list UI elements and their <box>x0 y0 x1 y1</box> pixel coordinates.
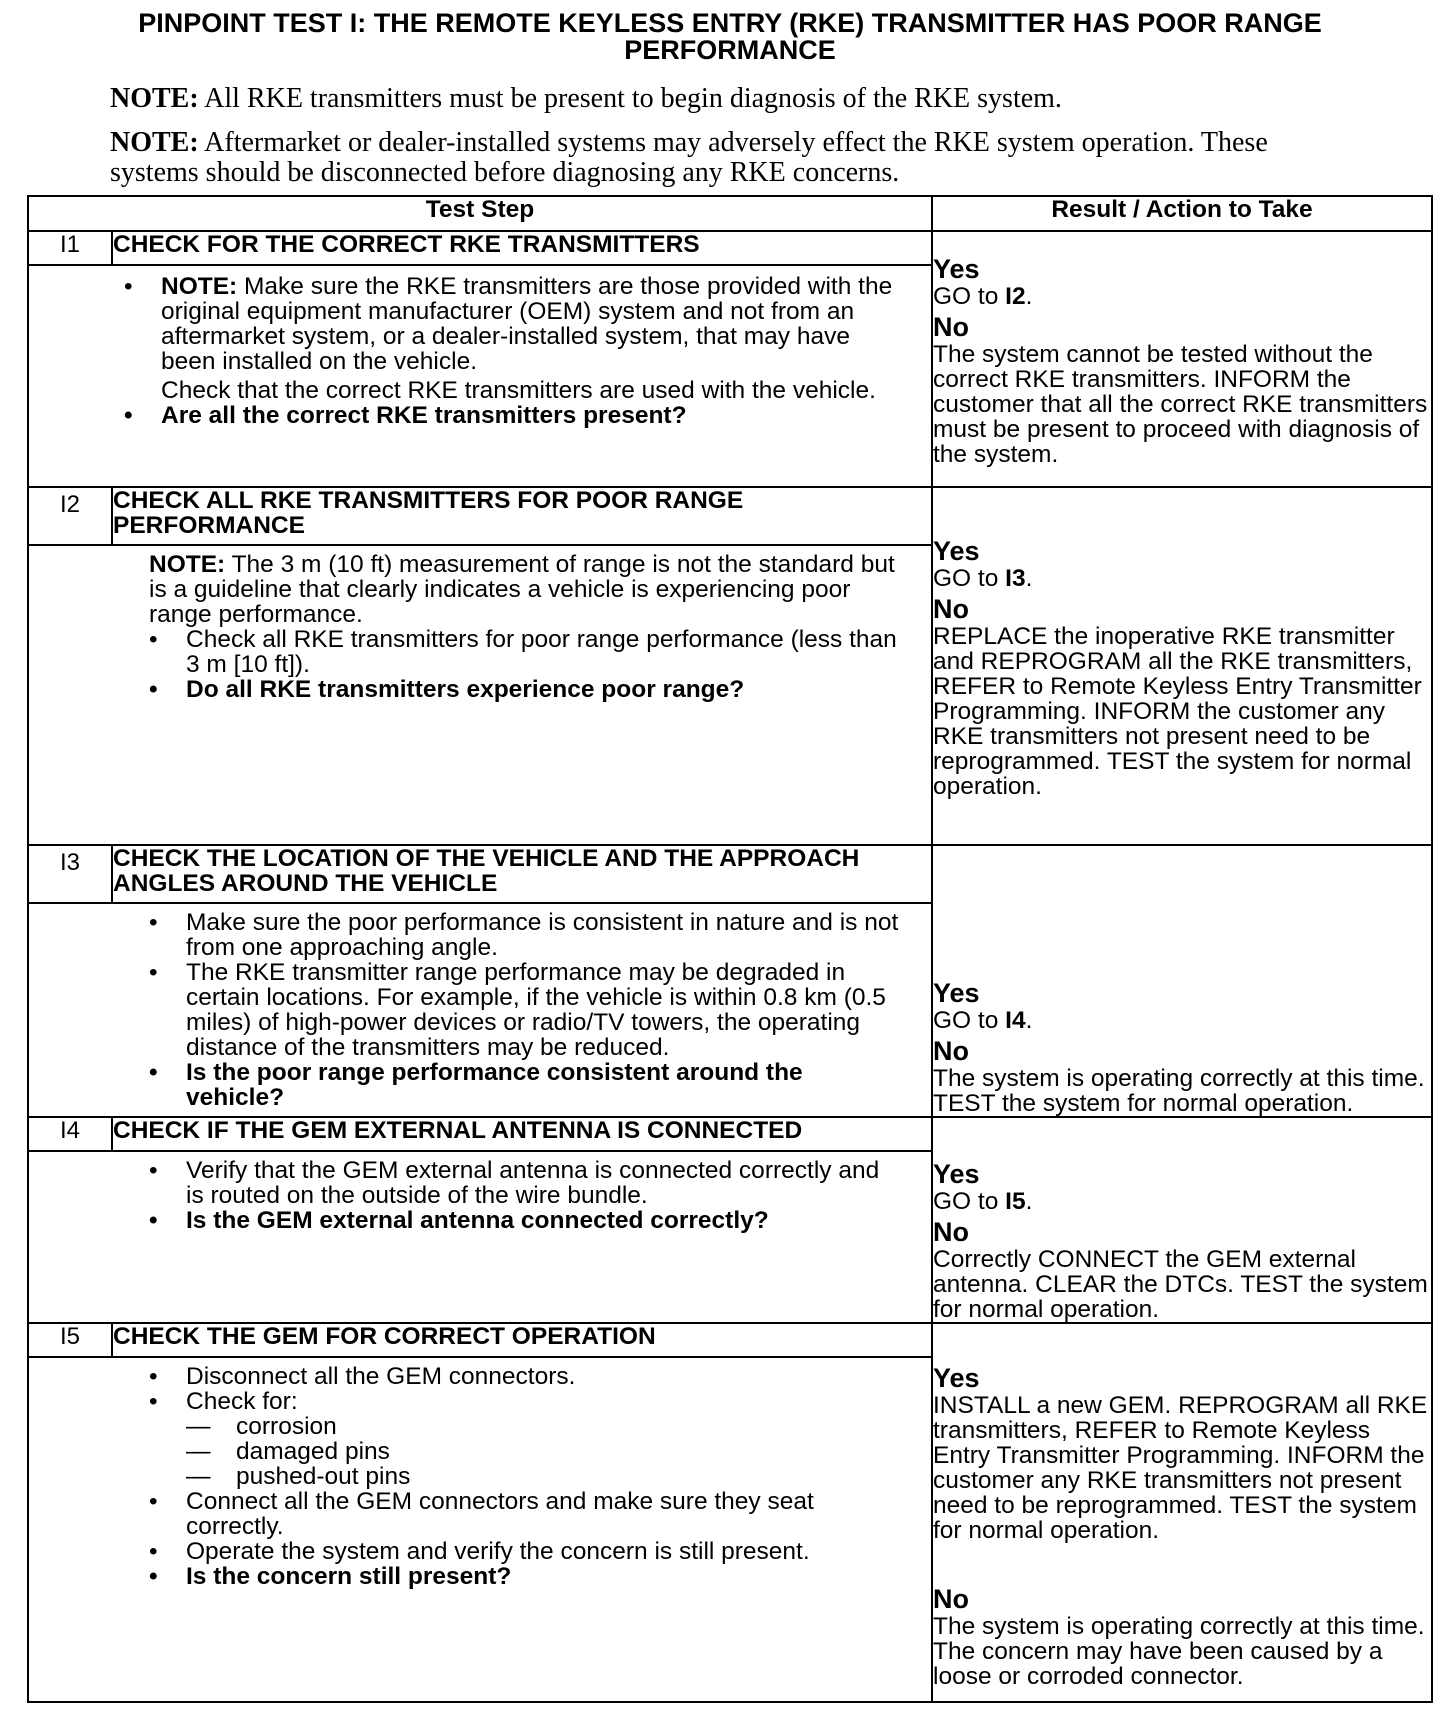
question: • Is the poor range performance consistent around the vehicle? <box>149 1060 901 1110</box>
list-item: • The RKE transmitter range performance may be degraded in certain locations. For example, if the vehicle is within 0.8 km (0.5 miles) of high-power devices or radio/TV towers, the operating distance of the transmitters may be reduced. <box>149 960 901 1060</box>
check-text: Check that the correct RKE transmitters are used with the vehicle. <box>161 377 876 404</box>
yes-action: GO to I2. <box>933 283 1033 310</box>
step-i2-body <box>28 545 932 845</box>
step-number: I4 <box>28 1117 112 1151</box>
question: • Is the concern still present? <box>149 1564 901 1589</box>
yes-label: Yes <box>933 536 980 566</box>
title-line-1: PINPOINT TEST I: THE REMOTE KEYLESS ENTRY (RKE) TRANSMITTER HAS POOR RANGE <box>138 8 1322 38</box>
yes-action: GO to I4. <box>933 1007 1033 1034</box>
yes-label: Yes <box>933 978 980 1008</box>
step-i3-title-row <box>28 845 1432 903</box>
no-action: The system cannot be tested without the correct RKE transmitters. INFORM the customer that all the correct RKE transmitters must be present to proceed with diagnosis of the system. <box>933 341 1428 468</box>
title-line-2: PERFORMANCE <box>624 35 836 65</box>
step-i5-title-row <box>28 1323 1432 1357</box>
step-i1-body <box>28 265 932 487</box>
yes-action: GO to I5. <box>933 1188 1033 1215</box>
step-title: CHECK IF THE GEM EXTERNAL ANTENNA IS CONNECTED <box>112 1117 932 1151</box>
sub-list-item: — corrosion <box>186 1414 901 1439</box>
no-action: The system is operating correctly at this time. The concern may have been caused by a loose or corroded connector. <box>933 1613 1425 1690</box>
header-result: Result / Action to Take <box>932 196 1432 231</box>
yes-action: INSTALL a new GEM. REPROGRAM all RKE transmitters, REFER to Remote Keyless Entry Transmitter Programming. INFORM the customer any RKE transmitters not present need to be reprogrammed. TEST the system for normal operation. <box>933 1392 1428 1544</box>
step-number: I2 <box>28 487 112 545</box>
step-note: NOTE: The 3 m (10 ft) measurement of range is not the standard but is a guideline that clearly indicates a vehicle is experiencing poor range performance. <box>149 551 895 628</box>
question: • Do all RKE transmitters experience poor range? <box>149 677 901 702</box>
sub-list-item: — pushed-out pins <box>186 1464 901 1489</box>
note-transmitters-present <box>110 84 1350 114</box>
step-title: CHECK FOR THE CORRECT RKE TRANSMITTERS <box>112 231 932 265</box>
step-i3-body <box>28 903 932 1117</box>
step-i1-title-row <box>28 231 1432 265</box>
step-i4-result <box>932 1117 1432 1323</box>
step-i4-body <box>28 1151 932 1323</box>
list-item: • Verify that the GEM external antenna is connected correctly and is routed on the outside of the wire bundle. <box>149 1158 901 1208</box>
no-action: Correctly CONNECT the GEM external antenna. CLEAR the DTCs. TEST the system for normal operation. <box>933 1246 1428 1323</box>
step-i3-result <box>932 845 1432 1117</box>
step-i4-title-row <box>28 1117 1432 1151</box>
step-i1-result <box>932 231 1432 487</box>
list-item: • Disconnect all the GEM connectors. <box>149 1364 901 1389</box>
pinpoint-test-title <box>60 10 1400 64</box>
step-i2-result <box>932 487 1432 845</box>
yes-action: GO to I3. <box>933 565 1033 592</box>
yes-label: Yes <box>933 254 980 284</box>
no-label: No <box>933 312 969 342</box>
step-i5-result <box>932 1323 1432 1702</box>
list-item: • Connect all the GEM connectors and make sure they seat correctly. <box>149 1489 901 1539</box>
step-i2-title-row <box>28 487 1432 545</box>
no-action: REPLACE the inoperative RKE transmitter and REPROGRAM all the RKE transmitters, REFER to Remote Keyless Entry Transmitter Programming. INFORM the customer any RKE transmitters not present need to be reprogrammed. TEST the system for normal operation. <box>933 623 1422 800</box>
step-number: I1 <box>28 231 112 265</box>
question: • Are all the correct RKE transmitters present? <box>124 403 901 428</box>
step-title: CHECK ALL RKE TRANSMITTERS FOR POOR RANGE PERFORMANCE <box>112 487 932 545</box>
yes-label: Yes <box>933 1363 980 1393</box>
step-i5-body <box>28 1357 932 1702</box>
no-label: No <box>933 1584 969 1614</box>
no-label: No <box>933 1217 969 1247</box>
sub-list <box>186 1414 901 1489</box>
sub-list-item: — damaged pins <box>186 1439 901 1464</box>
note-aftermarket <box>110 128 1350 188</box>
table-header-row <box>28 196 1432 231</box>
list-item: • Make sure the poor performance is consistent in nature and is not from one approaching angle. <box>149 910 901 960</box>
note-label: NOTE: <box>110 127 199 158</box>
note-text: Aftermarket or dealer-installed systems may adversely effect the RKE system operation. These systems should be disconnected before diagnosing any RKE concerns. <box>110 127 1268 188</box>
step-title: CHECK THE LOCATION OF THE VEHICLE AND THE APPROACH ANGLES AROUND THE VEHICLE <box>112 845 932 903</box>
no-action: The system is operating correctly at this time. TEST the system for normal operation. <box>933 1065 1425 1117</box>
list-item: • Check all RKE transmitters for poor range performance (less than 3 m [10 ft]). <box>149 627 901 677</box>
step-number: I3 <box>28 845 112 903</box>
list-item: • NOTE: Make sure the RKE transmitters are those provided with the original equipment manufacturer (OEM) system and not from an aftermarket system, or a dealer-installed system, that may have been installed on the vehicle. <box>124 274 901 374</box>
header-test-step: Test Step <box>28 196 932 231</box>
question: • Is the GEM external antenna connected correctly? <box>149 1208 901 1233</box>
pinpoint-test-table <box>27 195 1433 1703</box>
note-text: All RKE transmitters must be present to begin diagnosis of the RKE system. <box>198 83 1062 114</box>
step-number: I5 <box>28 1323 112 1357</box>
yes-label: Yes <box>933 1159 980 1189</box>
step-title: CHECK THE GEM FOR CORRECT OPERATION <box>112 1323 932 1357</box>
note-label: NOTE: <box>110 83 199 114</box>
no-label: No <box>933 1036 969 1066</box>
list-item: • Check for: — corrosion — damaged pins — pushed-out pins <box>149 1389 901 1489</box>
list-item: • Operate the system and verify the concern is still present. <box>149 1539 901 1564</box>
no-label: No <box>933 594 969 624</box>
